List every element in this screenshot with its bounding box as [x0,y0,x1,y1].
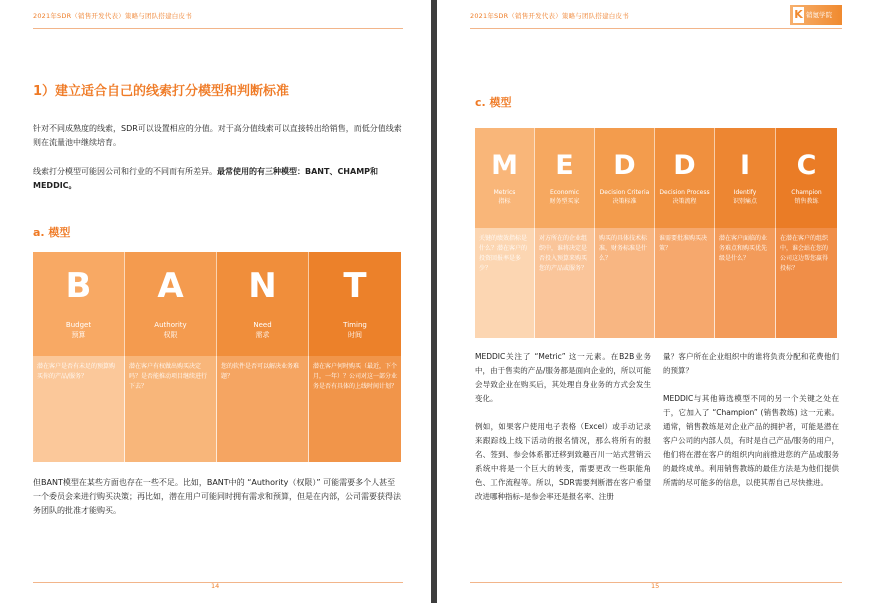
model-term-en: Identify [733,189,757,196]
meddic-card-economic [535,128,595,228]
logo-text: 销氪学院 [806,11,832,19]
meddic-question: 潜在客户面临的业务难点和购买优先级是什么？ [715,228,776,338]
bant-card-need [217,252,309,356]
header-divider [470,28,842,29]
meddic-card-identify [715,128,776,228]
meddic-question: 关键的绩效指标是什么？潜在客户的投资回报率是多少？ [475,228,535,338]
text-column-left [475,350,651,518]
model-term-zh: 预算 [71,331,86,339]
paragraph: 例如，如果客户使用电子表格（Excel）或手动记录来跟踪线上线下活动的报名情况，那么将所有的报名、签到、参会体系都迁移到致趣百川一站式营销云系统中将是一个巨大的转变，需要更改一些职能角色、工作流程等。所以，SDR需要判断潜在客户希望改进哪种指标–是参会率还是报名率、注册 [475,422,651,501]
paragraph: MEDDIC关注了 “Metric” 这一元素。在B2B业务中，由于售卖的产品/服务都是面向企业的，所以可能会导致企业在购买后，其处理自身业务的方式会发生变化。 [475,352,651,403]
model-letter: N [248,266,277,306]
model-term-en: Need [253,321,272,329]
bant-header-row [33,252,401,356]
model-letter: E [555,150,574,181]
bant-question: 潜在客户是否有未足的预算购买你的产品/服务？ [33,356,125,462]
model-term-zh: 财务型买家 [549,198,580,205]
model-term-en: Decision Process [659,189,710,196]
meddic-header-row [475,128,837,228]
meddic-question-row [475,228,837,338]
page-number: 14 [211,582,220,590]
right-page [437,0,870,603]
model-letter: D [613,150,636,181]
model-term-en: Economic [549,189,580,196]
model-term-zh: 销售教练 [794,198,819,205]
model-letter: M [491,150,518,181]
model-term-zh: 需求 [255,331,270,339]
brand-logo [790,5,842,25]
model-letter: A [157,266,184,306]
model-term-en: Champion [791,189,822,196]
model-term-zh: 决策流程 [672,198,697,205]
meddic-card-decision-process [655,128,715,228]
model-term-en: Metrics [493,189,516,196]
bant-card-authority [125,252,217,356]
bant-question: 潜在客户有权做出购买决定吗？是否能推动项目继续进行下去？ [125,356,217,462]
model-letter: B [65,266,92,306]
meddic-card-metrics [475,128,535,228]
meddic-card-champion [776,128,837,228]
paragraph: MEDDIC与其他筛选模型不同的另一个关键之处在于，它加入了 “Champion” (销售教练) 这一元素。通常，销售教练是对企业产品的拥护者，可能是潜在客户公司的内部人员，有时是自己产品/服务的用户，他们将在潜在客户的组织内向前推进您的产品或服务的最终成单。利用销售教练的最佳方法是为他们提供所需的尽可能多的信息，以使其帮自己尽快推进。 [663,394,839,487]
model-term-en: Authority [154,321,187,329]
model-term-zh: 识别痛点 [732,198,757,205]
model-letter: T [343,266,367,306]
meddic-card-decision-criteria [595,128,655,228]
model-term-en: Timing [343,321,367,329]
paragraph-text: 线索打分模型可能因公司和行业的不同而有所差异。 [33,167,217,176]
model-letter: I [739,150,751,181]
paragraph: 但BANT模型在某些方面也存在一些不足。比如，BANT中的 “Authority（权限）” 可能需要多个人甚至一个委员会来进行购买决策；再比如，潜在用户可能同时拥有需求和预算，但是在内部，公司需要获得法务团队的批准才能购买。 [33,478,401,515]
meddic-question: 对方所在的企业组织中，谁将决定是否投入预算来购买您的产品或服务？ [535,228,595,338]
meddic-question: 谁需要批准购买决策？ [655,228,715,338]
bant-card-timing [309,252,401,356]
bant-question-row [33,356,401,462]
model-letter: C [796,150,817,181]
subsection-title: a. 模型 [33,226,71,239]
paragraph: 针对不同成熟度的线索，SDR可以设置相应的分值。对于高分值线索可以直接转出给销售，而低分值线索则在流量池中继续培育。 [33,124,402,147]
text-column-right [663,350,839,504]
meddic-question: 购买的具体技术标准、财务标准是什么？ [595,228,655,338]
paragraph: 量？客户所在企业组织中的谁将负责分配和花费他们的预算？ [663,352,839,375]
bant-question: 您的软件是否可以解决业务难题？ [217,356,309,462]
bant-question: 潜在客户何时购买（最近，下个月，一年）？公司对这一部分业务是否有具体的上线时间计划？ [309,356,401,462]
paragraph [33,165,403,193]
bant-card-budget [33,252,125,356]
logo-icon: K [794,8,803,21]
page-number: 15 [651,582,660,590]
model-term-zh: 权限 [163,331,178,339]
model-term-zh: 决策标准 [612,198,637,205]
page-header: 2021年SDR（销售开发代表）策略与团队搭建白皮书 [33,12,192,20]
header-divider [33,28,403,29]
model-term-zh: 指标 [498,198,511,205]
subsection-title: c. 模型 [475,96,512,109]
model-term-en: Budget [65,321,92,329]
model-term-en: Decision Criteria [599,189,650,196]
meddic-question: 在潜在客户的组织中，谁会站在您的公司这边帮您赢得投标？ [776,228,837,338]
model-term-zh: 时间 [348,331,362,339]
section-title: 1）建立适合自己的线索打分模型和判断标准 [33,84,290,99]
page-header: 2021年SDR（销售开发代表）策略与团队搭建白皮书 [470,12,629,20]
model-letter: D [673,150,696,181]
left-page [0,0,431,603]
paragraph-bold-text: 最常使用的有三种模型：BANT、CHAMP和MEDDIC。 [33,167,379,190]
